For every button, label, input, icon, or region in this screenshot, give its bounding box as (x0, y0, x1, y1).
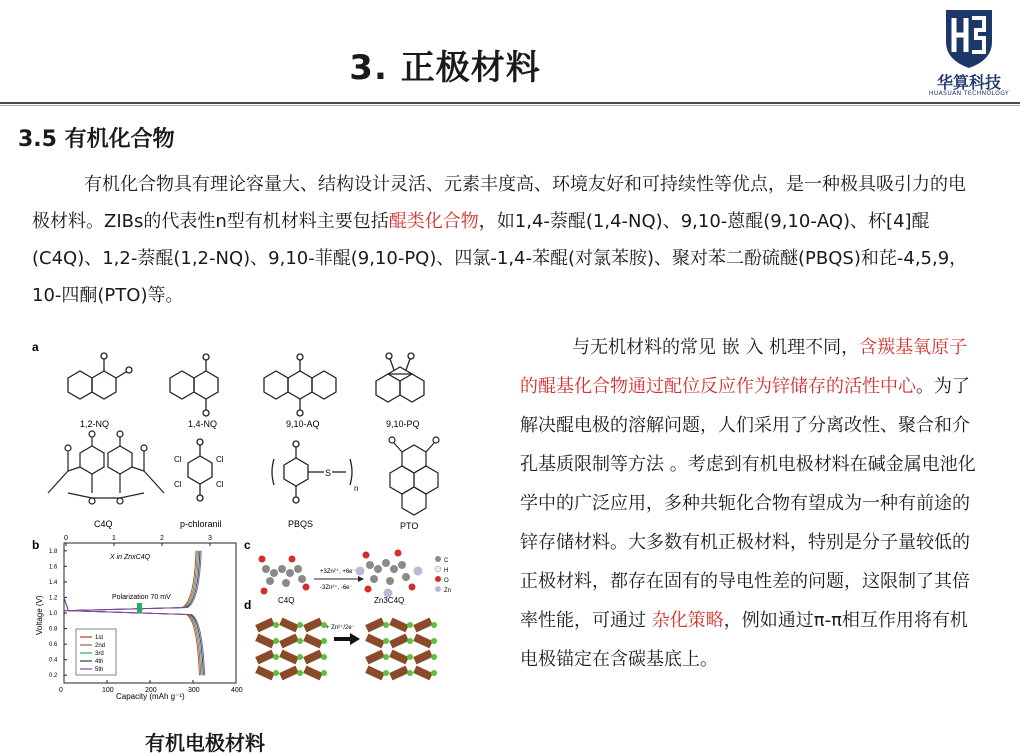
top-tick-label: 2 (160, 535, 164, 542)
crystal-after (365, 618, 437, 681)
crystal-node (273, 670, 279, 676)
molecule-910pq (376, 353, 424, 402)
polarization-marker (137, 603, 142, 613)
intro-text-2: ，如1,4-萘醌(1,4-NQ)、9,10-蒽醌(9,10-AQ)、杯[4]醌(C4Q)、1,2-萘醌(1,2-NQ)、9,10-菲醌(9,10-PQ)、四氯-1,4-苯醌(对氯苯胺)、聚对苯二酚硫醚(PBQS)和芘-4,5,9，10-四酮(PTO)等。 (32, 211, 968, 306)
crystal-node (407, 670, 413, 676)
figure-svg (28, 333, 480, 705)
crystal-unit (303, 650, 323, 665)
svg-text:C: C (444, 558, 449, 564)
crystal-unit (365, 650, 385, 665)
crystal-node (321, 670, 327, 676)
y-tick-label: 0.8 (49, 626, 58, 633)
header-divider-accent (0, 105, 1020, 106)
legend-label: 3rd (95, 651, 104, 657)
logo-text-cn: 华算科技 (936, 73, 1001, 92)
y-tick-label: 1.4 (49, 579, 58, 586)
crystal-node (383, 654, 389, 660)
x-tick-label: 200 (145, 687, 157, 694)
molecule-label-910aq: 9,10-AQ (286, 419, 320, 429)
header-divider (0, 102, 1020, 104)
legend-label: 4th (95, 659, 104, 665)
crystal-node (273, 622, 279, 628)
plot-y-label: Voltage (V) (35, 595, 44, 635)
crystal-node (297, 638, 303, 644)
crystal-unit (255, 634, 275, 649)
crystal-node (297, 622, 303, 628)
crystal-unit (365, 634, 385, 649)
right-text-2: 。为了解决醌电极的溶解问题，人们采用了分离改性、聚合和介孔基质限制等方法 。考虑到有机电极材料在碱金属电池化学中的广泛应用，多种共轭化合物有望成为一种有前途的锌存储材料。大多数有机正极材料，特别是分子量较低的正极材料，都存在固有的导电性差的问题，这限制了其倍率性能，可通过 (520, 376, 976, 631)
molecule-pto (389, 437, 439, 515)
y-tick-label: 0.4 (49, 657, 58, 664)
crystal-unit (413, 650, 433, 665)
crystal-node (431, 654, 437, 660)
crystal-node (297, 670, 303, 676)
crystal-node (273, 654, 279, 660)
crystal-unit (279, 666, 299, 681)
svg-text:O: O (444, 578, 449, 584)
chloranil-cl-1: Cl (174, 455, 182, 464)
section-title: 3.5 有机化合物 (18, 127, 175, 152)
right-highlight-1: 含羰基氧原子的醌基化合物通过配位反应作为锌储存的活性中心 (520, 337, 968, 397)
top-ticks (64, 535, 212, 546)
crystal-unit (389, 666, 409, 681)
crystal-unit (389, 618, 409, 633)
molecule-label-12nq: 1,2-NQ (80, 419, 110, 429)
crystal-unit (413, 618, 433, 633)
y-tick-label: 1.6 (49, 564, 58, 571)
crystal-unit (303, 634, 323, 649)
crystal-node (431, 670, 437, 676)
crystal-node (407, 654, 413, 660)
page-title: 3. 正极材料 (349, 48, 541, 88)
figure-caption: 有机电极材料 (145, 731, 265, 755)
crystal-node (297, 654, 303, 660)
crystal-unit (255, 618, 275, 633)
panel-d-arrow-label: + Zn²⁺/2e⁻ (326, 625, 355, 631)
top-tick-label: 0 (64, 535, 68, 542)
molecule-label-pto: PTO (400, 521, 419, 531)
crystal-unit (279, 650, 299, 665)
molecule-14nq (170, 354, 218, 416)
molecule-label-c4q: C4Q (94, 519, 113, 529)
crystal-unit (279, 618, 299, 633)
molecule-pbqs (272, 441, 352, 503)
panel-c-legend (435, 556, 451, 594)
svg-text:Zn: Zn (444, 588, 452, 594)
molecule-label-pbqs: PBQS (288, 519, 314, 529)
y-tick-label: 0.6 (49, 642, 58, 649)
crystal-unit (365, 618, 385, 633)
crystal-node (321, 638, 327, 644)
crystal-unit (303, 618, 323, 633)
crystal-node (431, 638, 437, 644)
crystal-unit (255, 666, 275, 681)
panel-c-reverse-label: -3Zn²⁺, -6e⁻ (320, 585, 353, 591)
x-tick-label: 400 (231, 687, 243, 694)
molecule-chloranil (188, 439, 212, 501)
panel-b-label: b (32, 538, 40, 552)
crystal-unit (413, 666, 433, 681)
molecule-label-chloranil: p-chloranil (180, 519, 222, 529)
svg-text:H: H (444, 568, 449, 574)
voltage-capacity-plot (35, 535, 243, 701)
crystal-node (407, 638, 413, 644)
panel-a-label: a (32, 340, 39, 354)
crystal-unit (255, 650, 275, 665)
chloranil-cl-4: Cl (216, 480, 224, 489)
y-tick-label: 0.2 (49, 673, 58, 680)
crystal-unit (389, 634, 409, 649)
legend-label: 2nd (95, 643, 106, 649)
top-tick-label: 3 (208, 535, 212, 542)
logo-emblem-icon (924, 8, 1014, 70)
company-logo (924, 8, 1014, 100)
crystal-unit (303, 666, 323, 681)
crystal-node (383, 670, 389, 676)
intro-paragraph (32, 166, 982, 314)
intro-text-1: 有机化合物具有理论容量大、结构设计灵活、元素丰度高、环境友好和可持续性等优点，是一种极具吸引力的电极材料。ZIBs的代表性n型有机材料主要包括 (32, 174, 966, 232)
x-tick-label: 0 (59, 687, 63, 694)
top-tick-label: 1 (112, 535, 116, 542)
logo-text-en: HUASUAN TECHNOLOGY (928, 90, 1010, 97)
crystal-node (431, 622, 437, 628)
molecule-12nq (68, 353, 132, 399)
crystal-unit (389, 650, 409, 665)
crystal-node (407, 622, 413, 628)
plot-annotation: Polarization 70 mV (112, 594, 171, 601)
panel-c-c4q-label: C4Q (278, 596, 295, 605)
molecule-label-910pq: 9,10-PQ (386, 419, 420, 429)
x-tick-label: 300 (188, 687, 200, 694)
panel-d-label: d (244, 598, 252, 612)
right-text-1: 与无机材料的常见 嵌 入 机理不同， (572, 337, 860, 358)
right-text-3: ，例如通过π-π相互作用将有机电极锚定在含碳基底上。 (520, 610, 968, 670)
crystal-unit (413, 634, 433, 649)
crystal-node (383, 638, 389, 644)
pbqs-sulfur: S (325, 468, 332, 478)
right-paragraph (520, 328, 980, 679)
chloranil-cl-3: Cl (174, 480, 182, 489)
panel-c-zn3c4q-label: Zn3C4Q (374, 596, 405, 605)
legend-label: 1st (95, 635, 104, 641)
right-highlight-2: 杂化策略 (651, 610, 724, 631)
panel-c-label: c (244, 538, 251, 552)
pbqs-subscript-n: n (354, 484, 359, 493)
y-tick-label: 1.0 (49, 611, 58, 617)
molecule-c4q (48, 431, 164, 504)
organic-electrode-figure (28, 333, 480, 705)
crystal-node (321, 654, 327, 660)
panel-c-forward-label: +3Zn²⁺, +6e⁻ (320, 569, 356, 575)
molecule-label-14nq: 1,4-NQ (188, 419, 218, 429)
molecule-910aq (264, 354, 336, 416)
legend-label: 5th (95, 667, 104, 673)
plot-x-label: Capacity (mAh g⁻¹) (116, 692, 185, 701)
chloranil-cl-2: Cl (216, 455, 224, 464)
intro-highlight: 醌类化合物 (388, 211, 479, 232)
plot-top-axis-label: X in ZnxC4Q (110, 554, 151, 561)
y-tick-label: 1.8 (49, 548, 58, 555)
crystal-node (273, 638, 279, 644)
y-tick-label: 1.2 (49, 595, 58, 602)
crystal-unit (279, 634, 299, 649)
crystal-unit (365, 666, 385, 681)
crystal-before (255, 618, 327, 681)
x-tick-label: 100 (102, 687, 114, 694)
crystal-node (383, 622, 389, 628)
